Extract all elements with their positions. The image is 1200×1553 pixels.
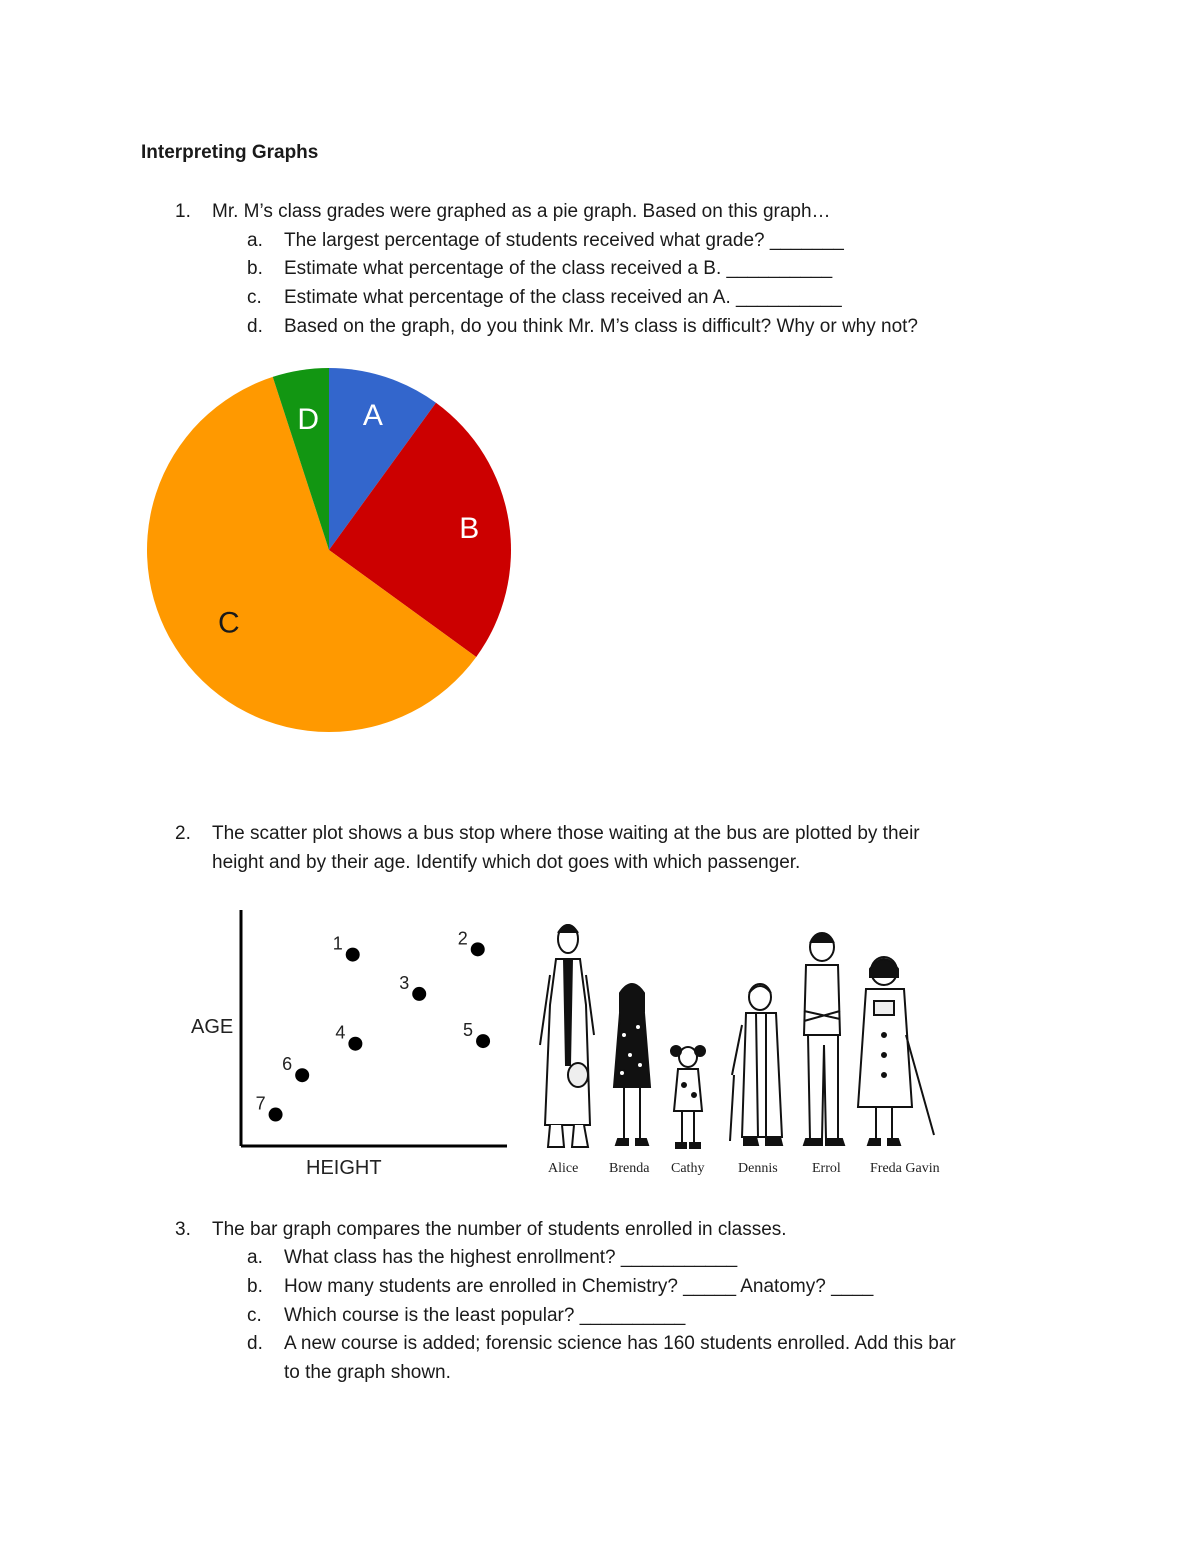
cathy-figure [671,1046,705,1148]
question-text: height and by their age. Identify which dot goes with which passenger. [212,852,801,873]
sub-text: How many students are enrolled in Chemistry? _____ Anatomy? ____ [284,1276,874,1297]
sub-letter: d. [247,316,263,337]
passenger-name: Brenda [609,1161,650,1176]
question-number: 1. [175,201,191,222]
passenger-name: Freda Gavin [870,1161,940,1176]
scatter-point-2 [471,942,485,956]
errol-figure [804,933,844,1145]
grades-pie-chart [130,355,530,755]
sub-letter: a. [247,230,263,251]
freda-gavin-figure [858,957,934,1145]
pie-label-c: C [218,606,240,640]
question-text: Mr. M’s class grades were graphed as a pie graph. Based on this graph… [212,201,831,222]
scatter-point-label: 6 [282,1054,293,1075]
pie-label-b: B [459,511,480,545]
passenger-name: Dennis [738,1161,778,1176]
scatter-point-label: 3 [399,972,410,993]
scatter-point-label: 7 [255,1093,266,1114]
passenger-name: Alice [548,1161,579,1176]
y-axis-label: AGE [191,1016,234,1038]
sub-text: Estimate what percentage of the class received an A. __________ [284,287,842,308]
passengers-illustration [520,915,970,1185]
sub-letter: b. [247,258,263,279]
passenger-name: Cathy [671,1161,705,1176]
sub-text: The largest percentage of students received what grade? _______ [284,230,844,251]
sub-letter: a. [247,1247,263,1268]
sub-text: What class has the highest enrollment? ___________ [284,1247,738,1268]
question-text: The bar graph compares the number of students enrolled in classes. [212,1219,787,1240]
scatter-point-label: 5 [463,1020,474,1041]
sub-letter: d. [247,1333,263,1354]
page-title: Interpreting Graphs [141,142,319,163]
sub-text: Estimate what percentage of the class received a B. __________ [284,258,833,279]
question-number: 3. [175,1219,191,1240]
scatter-point-label: 1 [332,933,343,954]
sub-letter: c. [247,1305,262,1326]
scatter-point-1 [346,948,360,962]
question-text: The scatter plot shows a bus stop where those waiting at the bus are plotted by their [212,823,920,844]
sub-text: A new course is added; forensic science has 160 students enrolled. Add this bar [284,1333,956,1354]
question-number: 2. [175,823,191,844]
scatter-point-5 [476,1034,490,1048]
sub-text: Which course is the least popular? __________ [284,1305,686,1326]
pie-label-a: A [362,398,383,432]
scatter-point-label: 2 [457,928,468,949]
sub-text: Based on the graph, do you think Mr. M’s class is difficult? Why or why not? [284,316,918,337]
alice-figure [540,925,594,1147]
brenda-figure [614,984,650,1145]
passenger-name: Errol [812,1161,841,1176]
bus-stop-scatter-plot [180,900,520,1190]
scatter-point-3 [412,987,426,1001]
scatter-point-label: 4 [335,1022,346,1043]
sub-text: to the graph shown. [284,1362,451,1383]
pie-label-d: D [297,402,320,436]
scatter-point-7 [269,1108,283,1122]
x-axis-label: HEIGHT [306,1157,382,1179]
sub-letter: c. [247,287,262,308]
scatter-point-4 [348,1037,362,1051]
dennis-figure [730,984,782,1145]
sub-letter: b. [247,1276,263,1297]
scatter-point-6 [295,1068,309,1082]
